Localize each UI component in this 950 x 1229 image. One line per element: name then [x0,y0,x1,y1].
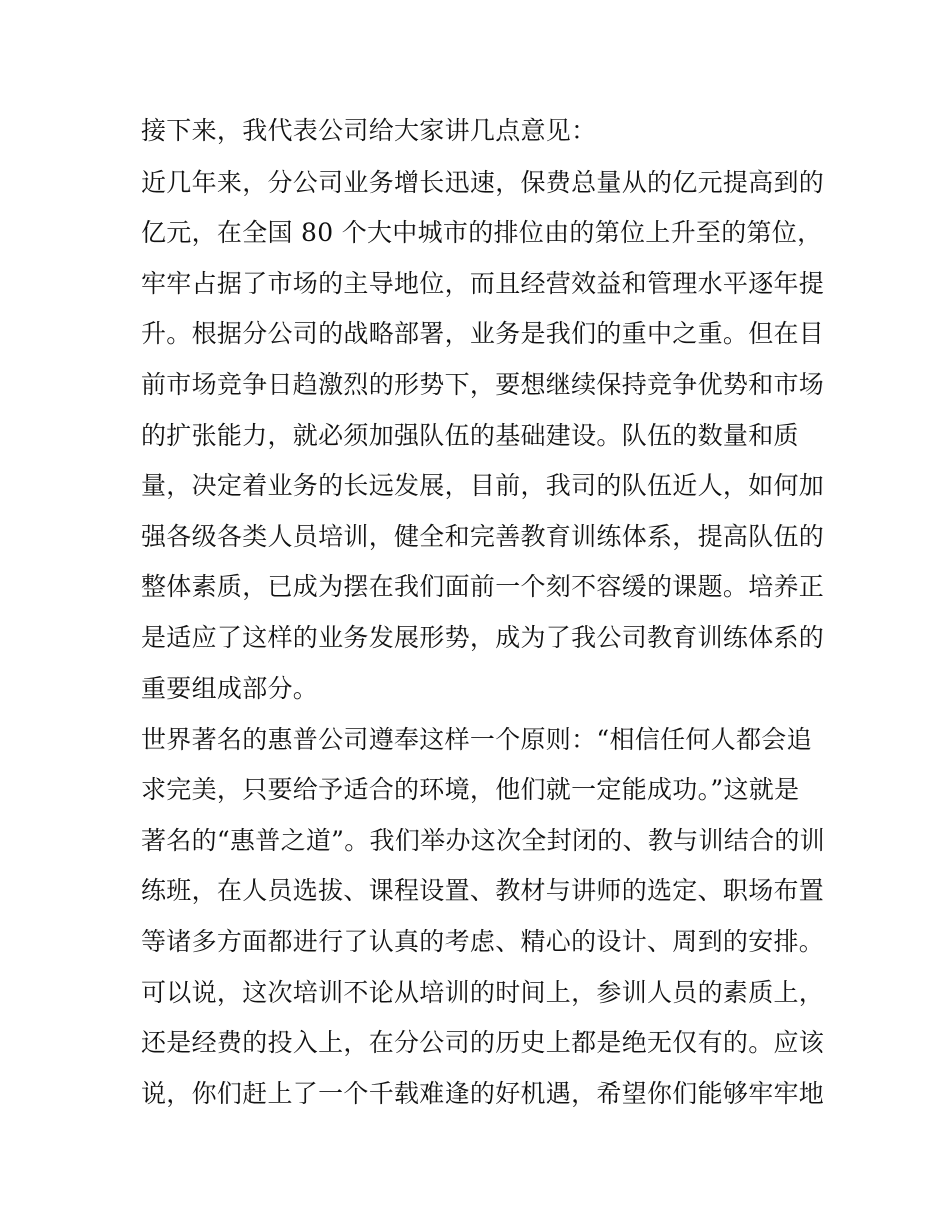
text-line: 是适应了这样的业务发展形势，成为了我公司教育训练体系的 [141,623,825,652]
text-line: 前市场竞争日趋激烈的形势下，要想继续保持竞争优势和市场 [141,370,825,399]
text-line: 求完美，只要给予适合的环境，他们就一定能成功。”这就是 [141,775,800,804]
text-line: 还是经费的投入上，在分公司的历史上都是绝无仅有的。应该 [141,1028,825,1057]
text-line: 牢牢占据了市场的主导地位，而且经营效益和管理水平逐年提 [141,269,825,298]
text-line: 整体素质，已成为摆在我们面前一个刻不容缓的课题。培养正 [141,572,825,601]
text-line: 量，决定着业务的长远发展，目前，我司的队伍近人，如何加 [141,471,825,500]
text-line: 等诸多方面都进行了认真的考虑、精心的设计、周到的安排。 [141,927,825,956]
text-line: 重要组成部分。 [141,674,319,703]
text-line: 可以说，这次培训不论从培训的时间上，参训人员的素质上， [141,978,825,1007]
text-line: 接下来，我代表公司给大家讲几点意见： [141,116,597,145]
text-line: 强各级各类人员培训，健全和完善教育训练体系，提高队伍的 [141,522,825,551]
text-line: 的扩张能力，就必须加强队伍的基础建设。队伍的数量和质 [141,421,799,450]
text-line: 练班，在人员选拔、课程设置、教材与讲师的选定、职场布置 [141,876,825,905]
text-line: 世界著名的惠普公司遵奉这样一个原则：“相信任何人都会追 [141,725,812,754]
text-line: 说，你们赶上了一个千载难逢的好机遇，希望你们能够牢牢地 [141,1079,825,1108]
text-line: 亿元，在全国 80 个大中城市的排位由的第位上升至的第位， [141,218,823,247]
text-line: 升。根据分公司的战略部署，业务是我们的重中之重。但在目 [141,319,825,348]
text-line: 近几年来，分公司业务增长迅速，保费总量从的亿元提高到的 [141,168,825,197]
text-line: 著名的“惠普之道”。我们举办这次全封闭的、教与训结合的训 [141,826,825,855]
